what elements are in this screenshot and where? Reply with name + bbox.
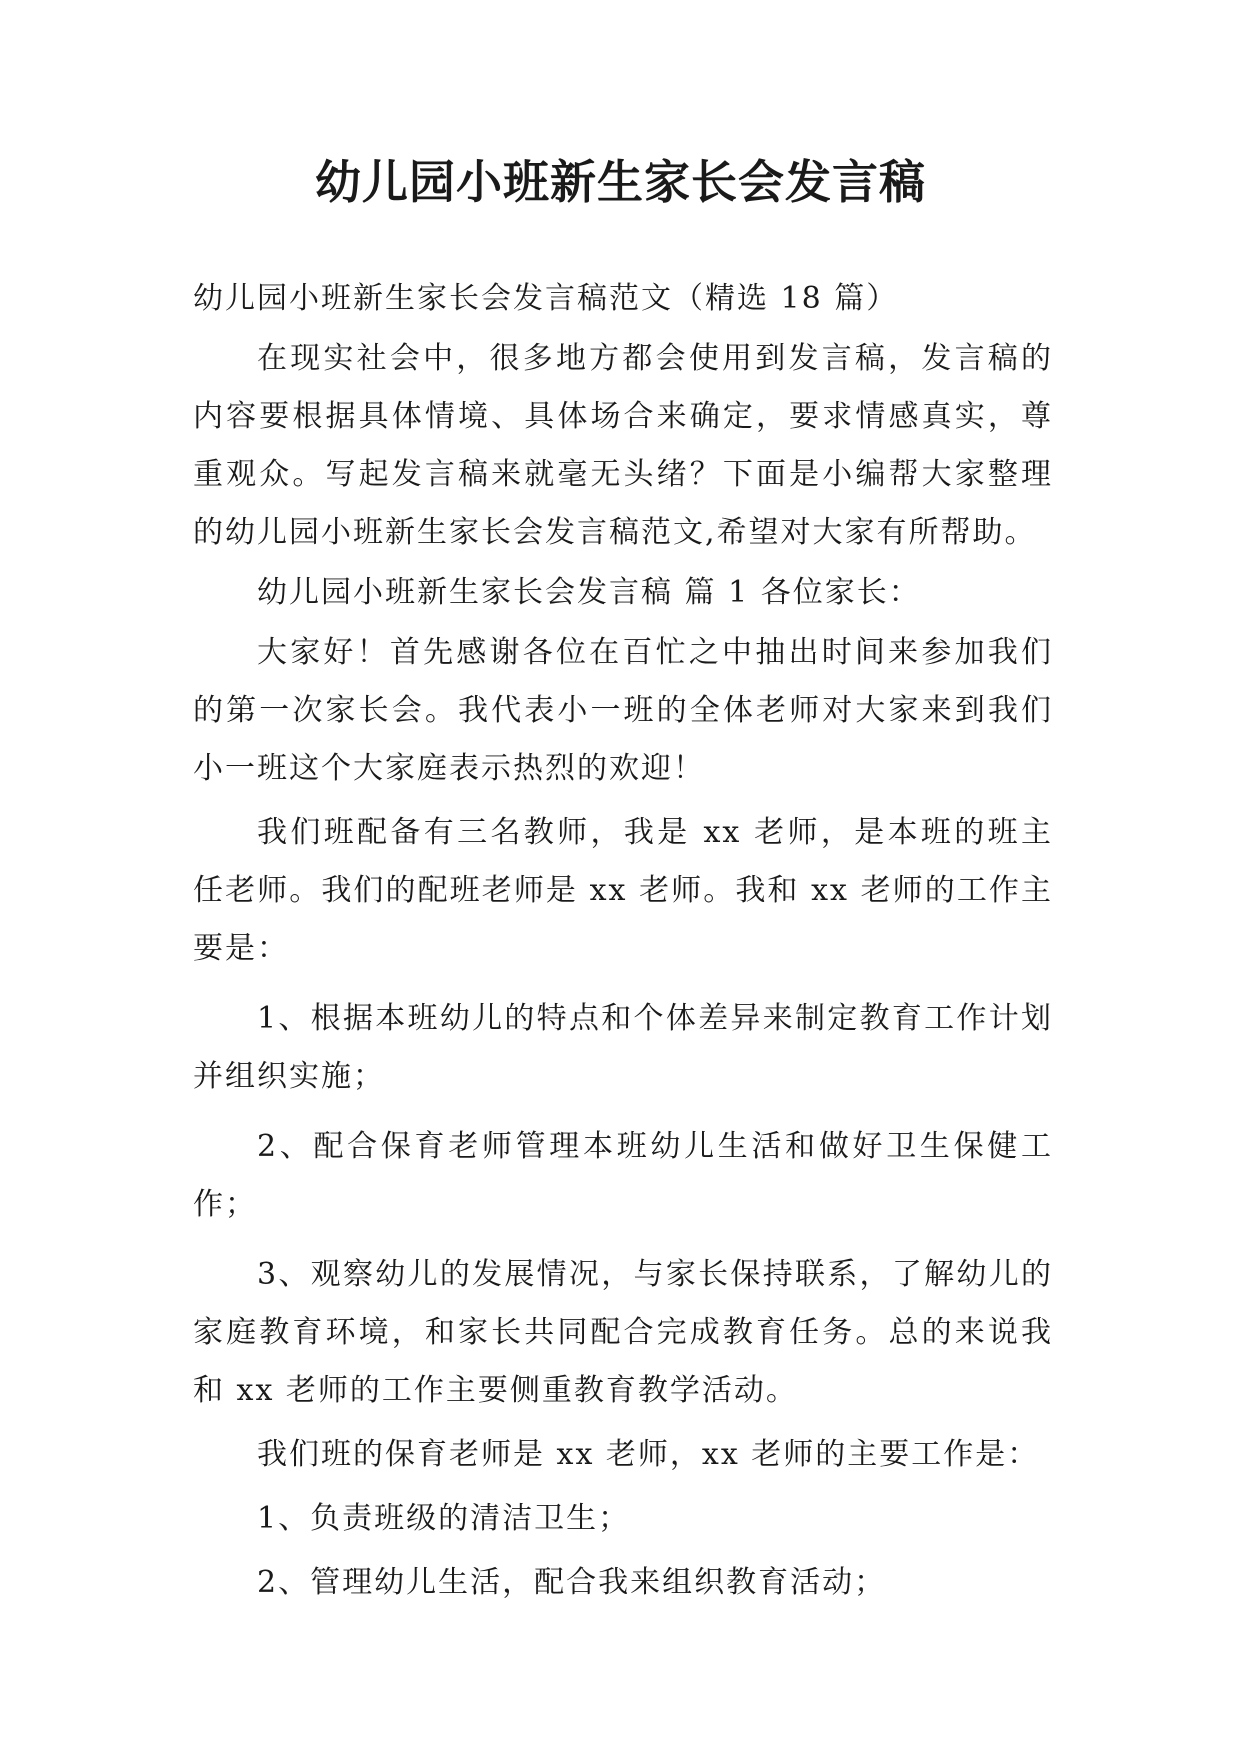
duty-item-3: 3、观察幼儿的发展情况，与家长保持联系，了解幼儿的家庭教育环境，和家长共同配合完成教育任务。总的来说我和 xx 老师的工作主要侧重教育教学活动。 <box>193 1257 1053 1408</box>
intro-paragraph: 在现实社会中，很多地方都会使用到发言稿，发言稿的内容要根据具体情境、具体场合来确定，要求情感真实，尊重观众。写起发言稿来就毫无头绪？下面是小编帮大家整理的幼儿园小班新生家长会发言稿范文,希望对大家有所帮助。 <box>193 341 1053 550</box>
care-teacher-paragraph: 我们班的保育老师是 xx 老师，xx 老师的主要工作是： <box>257 1437 1040 1472</box>
duty-item-2: 2、配合保育老师管理本班幼儿生活和做好卫生保健工作； <box>193 1129 1053 1222</box>
care-item-2: 2、管理幼儿生活，配合我来组织教育活动； <box>257 1565 887 1600</box>
document-title: 幼儿园小班新生家长会发言稿 <box>315 155 926 209</box>
teachers-paragraph: 我们班配备有三名教师，我是 xx 老师，是本班的班主任老师。我们的配班老师是 xx 老师。我和 xx 老师的工作主要是： <box>193 815 1053 966</box>
greeting-paragraph: 大家好！首先感谢各位在百忙之中抽出时间来参加我们的第一次家长会。我代表小一班的全体老师对大家来到我们小一班这个大家庭表示热烈的欢迎！ <box>193 635 1053 786</box>
subtitle-paragraph: 幼儿园小班新生家长会发言稿范文（精选 18 篇） <box>193 281 899 316</box>
section-heading-paragraph: 幼儿园小班新生家长会发言稿 篇 1 各位家长： <box>257 575 921 610</box>
duty-item-1: 1、根据本班幼儿的特点和个体差异来制定教育工作计划并组织实施； <box>193 1001 1053 1094</box>
care-item-1: 1、负责班级的清洁卫生； <box>257 1501 631 1536</box>
document-body <box>193 270 1053 1612</box>
